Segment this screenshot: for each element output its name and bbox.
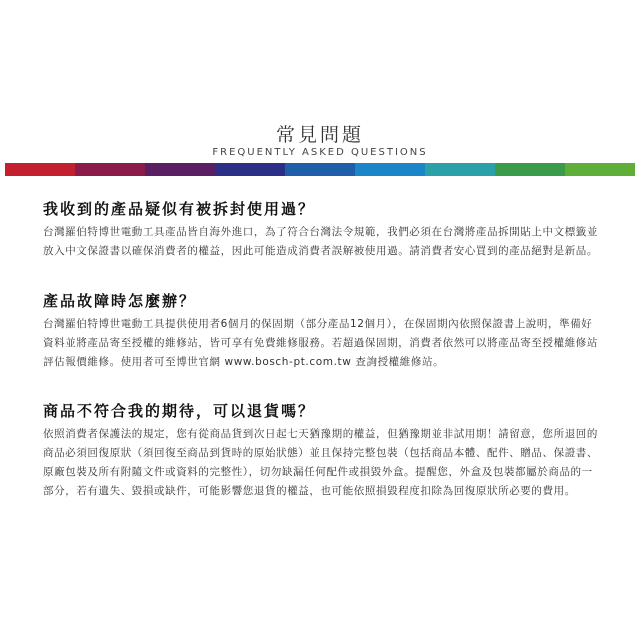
page-subtitle: FREQUENTLY ASKED QUESTIONS bbox=[212, 147, 428, 158]
faq-answer: 台灣羅伯特博世電動工具提供使用者6個月的保固期（部分產品12個月），在保固期內依照保證書上說明，準備好資料並將產品寄至授權的維修站，皆可享有免費維修服務。若超過保固期，消費者依然可以將產品寄至授權維修站評估報價維修。使用者可至博世官網 www.bosch-pt.com.tw 查詢授權維修站。 bbox=[43, 318, 598, 368]
color-band-segment bbox=[495, 163, 565, 176]
color-band-segment bbox=[285, 163, 355, 176]
faq-item bbox=[43, 400, 603, 501]
faq-question: 商品不符合我的期待，可以退貨嗎？ bbox=[43, 402, 316, 420]
faq-answer: 台灣羅伯特博世電動工具產品皆自海外進口，為了符合台灣法令規範，我們必須在台灣將產品拆開貼上中文標籤並放入中文保證書以確保消費者的權益，因此可能造成消費者誤解被使用過。請消費者安心買到的產品絕對是新品。 bbox=[43, 226, 598, 257]
page-title: 常見問題 bbox=[275, 124, 364, 146]
color-band-segment bbox=[5, 163, 75, 176]
faq-question: 產品故障時怎麼辦？ bbox=[43, 292, 197, 310]
faq-item bbox=[43, 290, 603, 372]
faq-question: 我收到的產品疑似有被拆封使用過？ bbox=[43, 200, 316, 218]
color-band-segment bbox=[215, 163, 285, 176]
color-band-segment bbox=[75, 163, 145, 176]
faq-item bbox=[43, 198, 603, 261]
color-band-segment bbox=[425, 163, 495, 176]
color-band-segment bbox=[565, 163, 635, 176]
faq-answer: 依照消費者保護法的規定，您有從商品貨到次日起七天猶豫期的權益，但猶豫期並非試用期！請留意，您所退回的商品必須回復原狀（須回復至商品到貨時的原始狀態）並且保持完整包裝（包括商品本體、配件、贈品、保證書、原廠包裝及所有附隨文件或資料的完整性），切勿缺漏任何配件或損毀外盒。提醒您，外盒及包裝都屬於商品的一部分，若有遺失、毀損或缺件，可能影響您退貨的權益，也可能依照損毀程度扣除為回復原狀所必要的費用。 bbox=[43, 428, 598, 497]
color-band-segment bbox=[355, 163, 425, 176]
color-band bbox=[5, 163, 635, 176]
color-band-segment bbox=[145, 163, 215, 176]
